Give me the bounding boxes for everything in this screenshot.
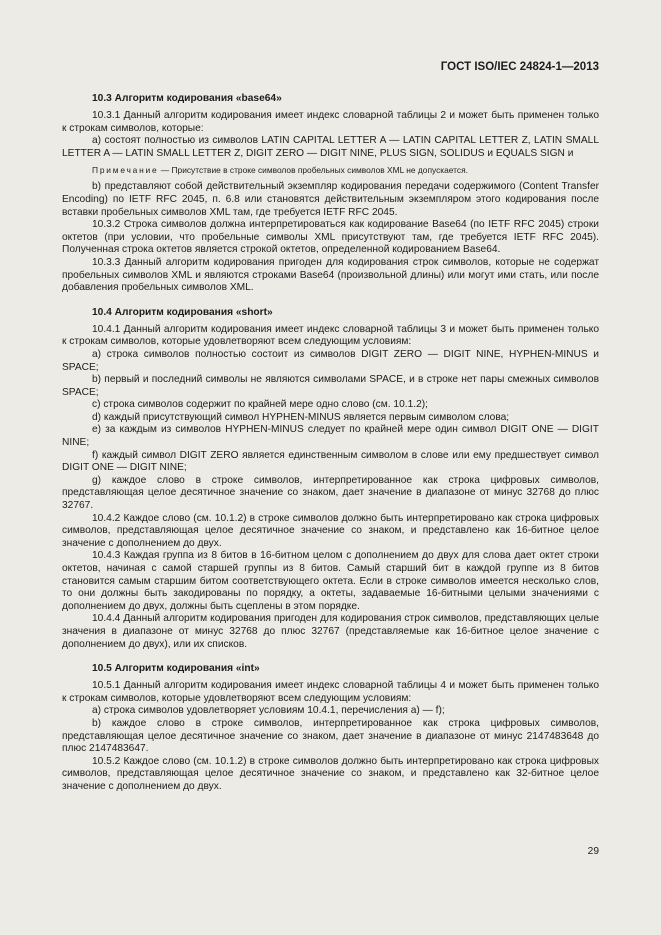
list-item: d) каждый присутствующий символ HYPHEN-MINUS является первым символом слова; <box>92 411 510 423</box>
paragraph: 10.4.2 Каждое слово (см. 10.1.2) в строке символов должно быть интерпретировано как строка цифровых символов, представляющая целое десятичное значение со знаком, и представлено как 16-битное целое значение с дополнением до двух. <box>62 512 599 549</box>
list-item: b) каждое слово в строке символов, интерпретированное как строка цифровых символов, представляющая целое десятичное значение со знаком, дает значение в диапазоне от минус 2147483648 до плюс 2147483647. <box>62 717 599 755</box>
paragraph: 10.3.1 Данный алгоритм кодирования имеет индекс словарной таблицы 2 и может быть применен только к строкам символов, которые: <box>62 110 599 134</box>
list-item: a) строка символов полностью состоит из символов DIGIT ZERO — DIGIT NINE, HYPHEN-MINUS и SPACE; <box>62 348 599 373</box>
list-item: b) представляют собой действительный экземпляр кодирования передачи содержимого (Content Transfer Encoding) по IETF RFC 2045, п. 6.8 или становятся действительным экземпляром этого кодирования после вставки пробельных символов XML там, где требуется IETF RFC 2045. <box>62 181 599 218</box>
paragraph: 10.5.2 Каждое слово (см. 10.1.2) в строке символов должно быть интерпретировано как строка цифровых символов, представляющая целое десятичное значение со знаком, и представлено как 32-битное целое значение с дополнением до двух. <box>62 755 599 792</box>
paragraph: 10.4.4 Данный алгоритм кодирования пригоден для кодирования строк символов, представляющих целые значения в диапазоне от минус 32768 до плюс 32767 (представляемые как 16-битное целое значение с дополнением до двух), или их списков. <box>62 613 599 650</box>
section-heading: 10.3 Алгоритм кодирования «base64» <box>92 93 282 104</box>
list-item: a) состоят полностью из символов LATIN CAPITAL LETTER A — LATIN CAPITAL LETTER Z, LATIN SMALL LETTER A — LATIN SMALL LETTER Z, DIGIT ZERO — DIGIT NINE, PLUS SIGN, SOLIDUS и EQUALS SIGN и <box>62 135 599 159</box>
page-number: 29 <box>587 846 599 857</box>
paragraph: 10.3.3 Данный алгоритм кодирования пригоден для кодирования строк символов, которые не содержат пробельных символов XML и являются строками Base64 (произвольной длины) или могут ими стать, или после добавления пробельных символов XML. <box>62 256 599 294</box>
list-item: f) каждый символ DIGIT ZERO является единственным символом в слове или ему предшествует символ DIGIT ONE — DIGIT NINE; <box>62 449 599 474</box>
section-heading: 10.4 Алгоритм кодирования «short» <box>92 306 273 318</box>
paragraph: 10.5.1 Данный алгоритм кодирования имеет индекс словарной таблицы 4 и может быть применен только к строкам символов, которые удовлетворяют всем следующим условиям: <box>62 680 599 704</box>
list-item: a) строка символов удовлетворяет условиям 10.4.1, перечисления a) — f); <box>92 705 445 717</box>
section-heading: 10.5 Алгоритм кодирования «int» <box>92 663 260 675</box>
note-label: Примечание <box>92 165 159 176</box>
note-text: — Присутствие в строке символов пробельных символов XML не допускается. <box>158 165 468 176</box>
document-header: ГОСТ ISO/IEC 24824-1—2013 <box>440 61 599 73</box>
note <box>62 164 599 176</box>
list-item: e) за каждым из символов HYPHEN-MINUS следует по крайней мере один символ DIGIT ONE — DIGIT NINE; <box>62 424 599 449</box>
list-item: c) строка символов содержит по крайней мере одно слово (см. 10.1.2); <box>92 399 428 411</box>
list-item: b) первый и последний символы не являются символами SPACE, и в строке нет пары смежных символов SPACE; <box>62 374 599 398</box>
list-item: g) каждое слово в строке символов, интерпретированное как строка цифровых символов, представляющая целое десятичное значение со знаком, дает значение в диапазоне от минус 32768 до плюс 32767. <box>62 474 599 512</box>
paragraph: 10.4.1 Данный алгоритм кодирования имеет индекс словарной таблицы 3 и может быть применен только к строкам символов, которые удовлетворяют всем следующим условиям: <box>62 323 599 348</box>
paragraph: 10.4.3 Каждая группа из 8 битов в 16-битном целом с дополнением до двух для слова дает октет строки октетов, начиная с самой старшей группы из 8 битов. Самый старший бит в каждой группе из 8 битов становится самым старшим битом соответствующего октета. Если в строке символов имеется несколько слов, то они должны быть закодированы по порядку, а октеты, задаваемые 16-битными целыми значениями с дополнением до двух, должны быть сцеплены в этом порядке. <box>62 550 599 612</box>
paragraph: 10.3.2 Строка символов должна интерпретироваться как кодирование Base64 (по IETF RFC 2045) строки октетов (при условии, что пробельные символы XML присутствуют там, где требуется IETF RFC 2045). Полученная строка октетов является строкой октетов, определенной кодированием Base64. <box>62 219 599 256</box>
